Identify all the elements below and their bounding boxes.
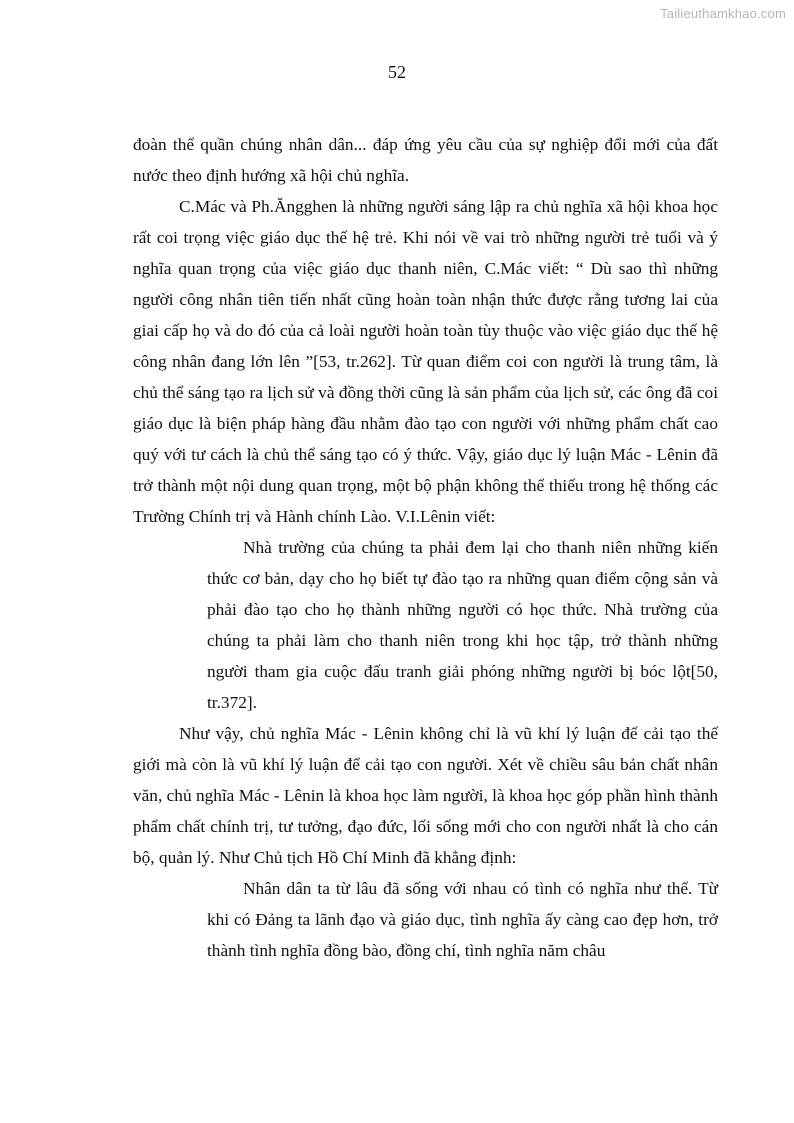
paragraph-marx-engels: C.Mác và Ph.Ăngghen là những người sáng lập ra chủ nghĩa xã hội khoa học rất coi trọng việc giáo dục thế hệ trẻ. Khi nói về vai trò những người trẻ tuổi và ý nghĩa quan trọng của việc giáo dục thanh niên, C.Mác viết: “ Dù sao thì những người công nhân tiên tiến nhất cũng hoàn toàn nhận thức được rằng tương lai của giai cấp họ và do đó của cả loài người hoàn toàn tùy thuộc vào việc giáo dục thế hệ công nhân đang lớn lên ”[53, tr.262]. Từ quan điểm coi con người là trung tâm, là chủ thể sáng tạo ra lịch sử và đồng thời cũng là sản phẩm của lịch sử, các ông đã coi giáo dục là biện pháp hàng đầu nhằm đào tạo con người với những phẩm chất cao quý với tư cách là chủ thể sáng tạo có ý thức. Vậy, giáo dục lý luận Mác - Lênin đã trở thành một nội dung quan trọng, một bộ phận không thể thiếu trong hệ thống các Trường Chính trị và Hành chính Lào. V.I.Lênin viết: [133, 197, 718, 526]
document-body [133, 129, 718, 966]
block-quote-ho-chi-minh: Nhân dân ta từ lâu đã sống với nhau có tình có nghĩa như thế. Từ khi có Đảng ta lãnh đạo và giáo dục, tình nghĩa ấy càng cao đẹp hơn, trở thành tình nghĩa đồng bào, đồng chí, tình nghĩa năm châu [207, 879, 718, 960]
paragraph-continuation: đoàn thể quần chúng nhân dân... đáp ứng yêu cầu của sự nghiệp đổi mới của đất nước theo định hướng xã hội chủ nghĩa. [133, 135, 718, 185]
block-quote-lenin: Nhà trường của chúng ta phải đem lại cho thanh niên những kiến thức cơ bản, dạy cho họ biết tự đào tạo ra những quan điểm cộng sản và phải đào tạo cho họ thành những người có học thức. Nhà trường của chúng ta phải làm cho thanh niên trong khi học tập, trở thành những người tham gia cuộc đấu tranh giải phóng những người bị bóc lột[50, tr.372]. [207, 538, 718, 712]
page-number: 52 [388, 62, 406, 82]
paragraph-marxism-leninism: Như vậy, chủ nghĩa Mác - Lênin không chỉ là vũ khí lý luận để cải tạo thế giới mà còn là vũ khí lý luận để cải tạo con người. Xét về chiều sâu bản chất nhân văn, chủ nghĩa Mác - Lênin là khoa học làm người, là khoa học góp phần hình thành phẩm chất chính trị, tư tưởng, đạo đức, lối sống mới cho con người nhất là cho cán bộ, quản lý. Như Chủ tịch Hồ Chí Minh đã khẳng định: [133, 724, 718, 867]
watermark: Tailieuthamkhao.com [660, 6, 786, 21]
